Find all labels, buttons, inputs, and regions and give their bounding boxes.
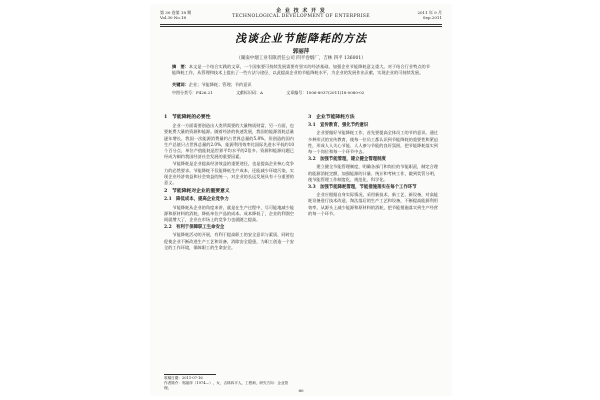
volume-en: Vol.30 No.18 [160, 15, 187, 20]
keywords-text: 企业；节能降耗；管理；节约意识 [188, 82, 252, 87]
section-2-1-paragraph: 节能降耗从企业的角度来讲，就是在生产过程中，尽可能地减少能源和原材料的消耗，降低单位产品的成本。成本降低了，企业的利润空间就增大了，企业在市场上的竞争力也就随之提高。 [164, 204, 294, 223]
section-1-heading: 1 节能降耗的必要性 [164, 114, 211, 120]
footnote: 收稿日期：2011-07-16 作者简介：郭丽萍（1974—），女，吉林四平人，工程师，研究方向：企业管理。 [164, 376, 289, 390]
keywords [172, 82, 430, 88]
date-en: Sep.2011 [422, 15, 442, 20]
section-3-1-heading: 3.1 宣传教育，强化节约意识 [308, 123, 369, 129]
right-column [308, 112, 438, 218]
article-number: 文章编号：1006-8937(2011)18-0080-02 [286, 90, 365, 95]
header-center [160, 9, 442, 19]
date-zh: 2011 年 9 月 [417, 10, 442, 15]
left-column [164, 112, 294, 252]
journal-name-zh: 企 业 技 术 开 发 [276, 8, 326, 14]
abstract-text: 本文是一个结合实践的文章，一个国家要可持续发展需要有坚实的经济基础，加强企业节能降耗意义重大。对于结合行业特点的节能降耗工作，从管理和技术上提出了一些方法与途径，以此提高企业的节能降耗水平，为企业的发展作出贡献，实现企业的可持续发展。 [172, 64, 430, 75]
section-3-2-heading: 3.2 加强节能管理，建立健全管理制度 [308, 157, 386, 163]
section-3-1-paragraph: 企业要做好节能降耗工作，首先要提高全体员工的节约意识。通过多种形式的宣传教育，使每一位员工都认识到节能降耗的重要性和紧迫性，形成人人关心节能、人人参与节能的良好氛围，把节能降耗落实到每一个岗位和每一个环节中去。 [308, 130, 438, 155]
volume-zh: 第 30 卷第 18 期 [160, 10, 192, 15]
journal-name-en: TECHNOLOGICAL DEVELOPMENT OF ENTERPRISE [232, 14, 370, 19]
header-right [417, 10, 442, 20]
section-2-2-paragraph: 节能降耗活动的开展，有利于提高职工的安全意识与素质，同时也促使企业不断改进生产工艺和设备，消除安全隐患，为职工创造一个安全的工作环境，保障职工的生命安全。 [164, 232, 294, 250]
section-1-paragraph-1: 企业一方面需要创造出人类所需要的大量物质财富，另一方面，也要耗费大量的资源和能源。随着经济的快速发展，我国的能源消耗总量逐年增长，我国一次能源消费量约占世界总量的5.8%，但创造的国内生产总值只占世界总量的2.0%，能源利用效率比国际先进水平低约10个百分点，单位产值能耗是世界平均水平的2倍多。资源和能源问题已经成为制约我国经济社会发展的重要因素。 [164, 123, 294, 160]
document-code: 文献标识码：A [236, 90, 263, 95]
page-number: 80 [298, 388, 304, 393]
section-3-3-paragraph: 企业应根据自身实际情况，采用新技术、新工艺、新设备，对高能耗设备进行技术改造，淘汰落后的生产工艺和设备，不断提高能源利用效率，从源头上减少能源和原材料的消耗，把节能措施落实到生产经营的每一个环节。 [308, 192, 438, 216]
section-3-2-paragraph: 建立健全节能管理制度，明确各部门和岗位的节能职责，制定合理的能源消耗定额，加强能源的计量、统计和考核工作，做到奖罚分明，使节能管理工作制度化、规范化、科学化。 [308, 164, 438, 182]
keywords-label: 关键词： [172, 82, 189, 87]
author-affiliation: （湖南中烟工业有限责任公司 四平卷烟厂，吉林 四平 136001） [236, 56, 366, 61]
classification-line [172, 90, 430, 96]
clc-number: 中图分类号：F426.21 [172, 90, 213, 95]
paper-page [150, 4, 452, 396]
footnote-rule [164, 374, 216, 375]
section-3-heading: 3 企业节能降耗方法 [308, 114, 355, 120]
section-2-2-heading: 2.2 有利于保障职工生命安全 [164, 225, 225, 231]
section-3-3-heading: 3.3 加强节能降耗管理，节能措施落实在每个工作环节 [308, 185, 417, 191]
section-1-paragraph-2: 节能降耗是企业提高经济效益的重要途径，也是提高企业核心竞争力的必然要求。节能降耗不仅能降低生产成本，还能减少环境污染，实现企业经济效益和社会效益的统一，对企业的长远发展具有十分重要的意义。 [164, 161, 294, 186]
abstract-label: 摘 要： [172, 64, 189, 69]
paper-author: 郭丽萍 [292, 49, 310, 55]
section-2-heading: 2 节能降耗对企业的重要意义 [164, 188, 230, 195]
journal-header [160, 8, 442, 24]
section-2-1-heading: 2.1 降低成本，提高企业竞争力 [164, 197, 229, 203]
abstract [172, 64, 430, 76]
header-rule-bottom [160, 26, 442, 27]
paper-title: 浅谈企业节能降耗的方法 [235, 32, 367, 45]
